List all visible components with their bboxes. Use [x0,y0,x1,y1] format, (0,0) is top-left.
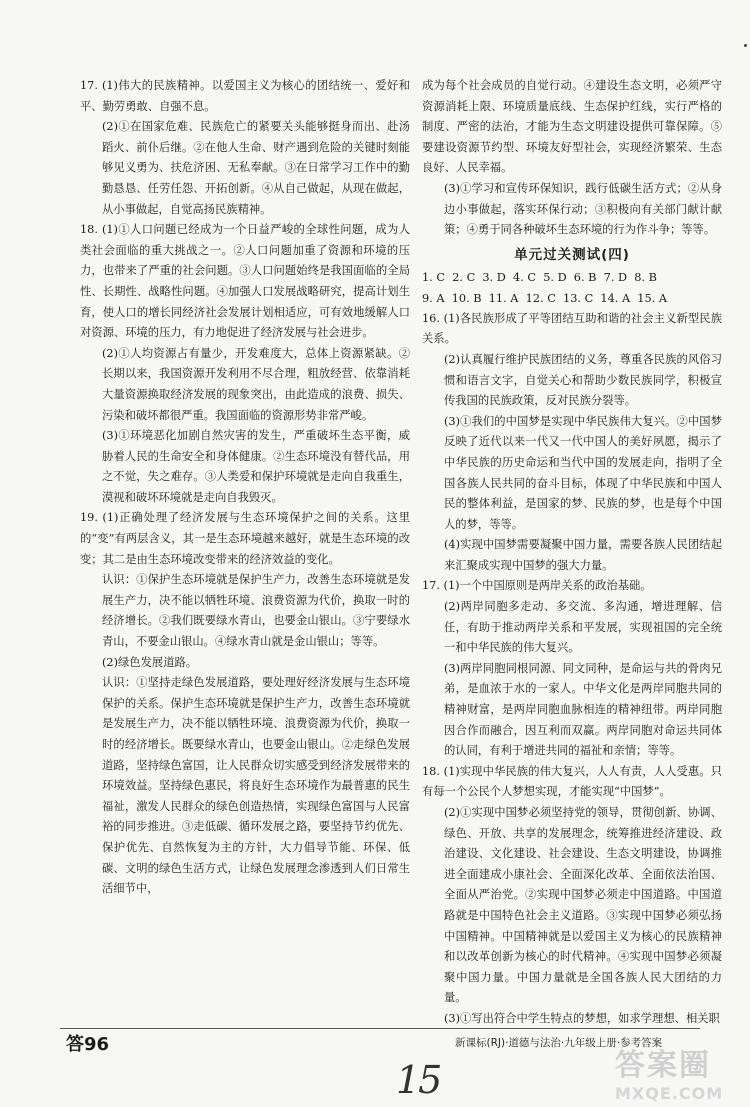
choice-answers-row-1: 1. C 2. C 3. D 4. C 5. D 6. B 7. D 8. B [422,270,657,284]
handwritten-page-number: 15 [396,1058,441,1102]
q19-understanding-1: 认识：①保护生态环境就是保护生产力，改善生态环境就是发展生产力，决不能以牺牲环境、浪费资源为代价，换取一时的经济增长。②我们既要绿水青山，也要金山银山。③宁要绿水青山，不要金山银山。④绿水青山就是金山银山；等等。 [102,573,410,649]
q19-part1: 19. (1)正确处理了经济发展与生态环境保护之间的关系。这里的“变”有两层含义，其一是生态环境越来越好，就是生态环境的改变；其二是由生态环境改变带来的经济效益的变化。 [80,511,410,566]
q18-part3: (3)①环境恶化加剧自然灾害的发生，严重破坏生态平衡，威胁着人民的生命安全和身体健康。②生态环境没有替代品，用之不觉，失之难存。③人类爱和保护环境就是走向自我重生，漠视和破坏环境就是走向自我毁灭。 [102,429,410,504]
watermark-logo [615,1040,745,1102]
q17b-part1: 17. (1)一个中国原则是两岸关系的政治基础。 [422,579,652,593]
watermark-title: 答案圈 [615,1048,711,1083]
q16-part4: (4)实现中国梦需要凝聚中国力量，需要各族人民团结起来汇聚成实现中国梦的强大力量。 [444,538,722,572]
q17b-part2: (2)两岸同胞多走动、多交流、多沟通，增进理解、信任，有助于推动两岸关系和平发展，实现祖国的完全统一和中华民族的伟大复兴。 [444,600,722,655]
footer-divider [60,1028,700,1029]
q18b-part3: (3)①写出符合中学生特点的梦想，如求学理想、相关职 [444,1011,720,1025]
q17b-part3: (3)两岸同胞同根同源、同文同种，是命运与共的骨肉兄弟，是血浓于水的一家人。中华文化是两岸同胞共同的精神财富，是两岸同胞血脉相连的精神纽带。两岸同胞因合作而融合，因互利而双赢。两岸同胞对命运共同体的认同，有利于增进共同的福祉和亲情；等等。 [444,661,722,758]
q19-part2: (2)绿色发展道路。 [102,655,198,669]
q16-part2: (2)认真履行维护民族团结的义务，尊重各民族的风俗习惯和语言文字，自觉关心和帮助少数民族同学，积极宣传我国的民族政策，反对民族分裂等。 [444,352,722,408]
section-title: 单元过关测试(四) [514,246,630,263]
q18b-part2: (2)①实现中国梦必须坚持党的领导，贯彻创新、协调、绿色、开放、共享的发展理念，统筹推进经济建设、政治建设、文化建设、社会建设、生态文明建设，协调推进全面建成小康社会、全面深化改革、全面依法治国、全面从严治党。②实现中国梦必须走中国道路。中国道路就是中国特色社会主义道路。③实现中国梦必须弘扬中国精神。中国精神就是以爱国主义为核心的民族精神和以改革创新为核心的时代精神。④实现中国梦必须凝聚中国力量。中国力量就是全国各族人民大团结的力量。 [444,806,722,1005]
scan-mark [744,44,747,47]
left-column [80,76,410,900]
q18-part1: 18. (1)①人口问题已经成为一个日益严峻的全球性问题，成为人类社会面临的重大挑战之一。②人口问题加重了资源和环境的压力，也带来了严重的社会问题。③人口问题始终是我国面临的全局性、长期性、战略性问题。④加强人口发展战略研究，提高计划生育，使人口的增长同经济社会发展计划相适应，可有效地缓解人口对资源、环境的压力，有力地促进了经济发展与社会进步。 [80,223,410,340]
watermark-url: MXQE.COM [615,1084,724,1103]
footer-book-title: 新课标(RJ)·道德与法治·九年级上册·参考答案 [455,1037,663,1049]
q16-part1: 16. (1)各民族形成了平等团结互助和谐的社会主义新型民族关系。 [422,311,722,346]
q18b-part1: 18. (1)实现中华民族的伟大复兴，人人有责，人人受惠。只有每一个公民个人梦想实现，才能实现“中国梦”。 [422,764,722,799]
q19-continued: 成为每个社会成员的自觉行动。④建设生态文明，必须严守资源消耗上限、环境质量底线、生态保护红线，实行严格的制度、严密的法治，才能为生态文明建设提供可靠保障。⑤要建设资源节约型、环境友好型社会，实现经济繁荣、生态良好、人民幸福。 [422,79,722,175]
q19-understanding-2: 认识：①坚持走绿色发展道路，要处理好经济发展与生态环境保护的关系。保护生态环境就是保护生产力，改善生态环境就是发展生产力，决不能以牺牲环境、浪费资源为代价，换取一时的经济增长。既要绿水青山，也要金山银山。②走绿色发展道路，坚持绿色富国，让人民群众切实感受到经济发展带来的环境效益。坚持绿色惠民，将良好生态环境作为最普惠的民生福祉，激发人民群众的绿色创造热情，实现绿色富国与人民富裕的同步推进。③走低碳、循环发展之路，要坚持节约优先、保护优先、自然恢复为主的方针，大力倡导节能、环保、低碳、文明的绿色生活方式，让绿色发展理念渗透到人们日常生活细节中， [102,676,410,896]
footer-page-label: 答96 [66,1034,110,1055]
q16-part3: (3)①我们的中国梦是实现中华民族伟大复兴。②中国梦反映了近代以来一代又一代中国人的美好夙愿，揭示了中华民族的历史命运和当代中国的发展走向，指明了全国各族人民共同的奋斗目标，体现了中华民族和中国人民的整体利益，是国家的梦、民族的梦，也是每个中国人的梦，等等。 [444,414,722,531]
right-column [422,76,722,1030]
q19-part3: (3)①学习和宣传环保知识，践行低碳生活方式；②从身边小事做起，落实环保行动；③积极向有关部门献计献策；④勇于同各种破坏生态环境的行为作斗争；等等。 [444,181,722,237]
choice-answers-row-2: 9. A 10. B 11. A 12. C 13. C 14. A 15. A [422,291,668,305]
q17-part1: 17. (1)伟大的民族精神。以爱国主义为核心的团结统一、爱好和平、勤劳勇敢、自强不息。 [80,79,410,113]
q17-part2: (2)①在国家危难、民族危亡的紧要关头能够挺身而出、赴汤蹈火、前仆后继。②在他人生命、财产遇到危险的关键时刻能够见义勇为、扶危济困、无私奉献。③在日常学习工作中的勤勤恳恳、任劳任怨、开拓创新。④从自己做起，从现在做起，从小事做起，自觉高扬民族精神。 [102,120,410,216]
q18-part2: (2)①人均资源占有量少，开发难度大，总体上资源紧缺。②长期以来，我国资源开发利用不尽合理，粗放经营、依靠消耗大量资源换取经济发展的现象突出，由此造成的浪费、损失、污染和破坏都很严重。我国面临的资源形势非常严峻。 [102,346,410,422]
